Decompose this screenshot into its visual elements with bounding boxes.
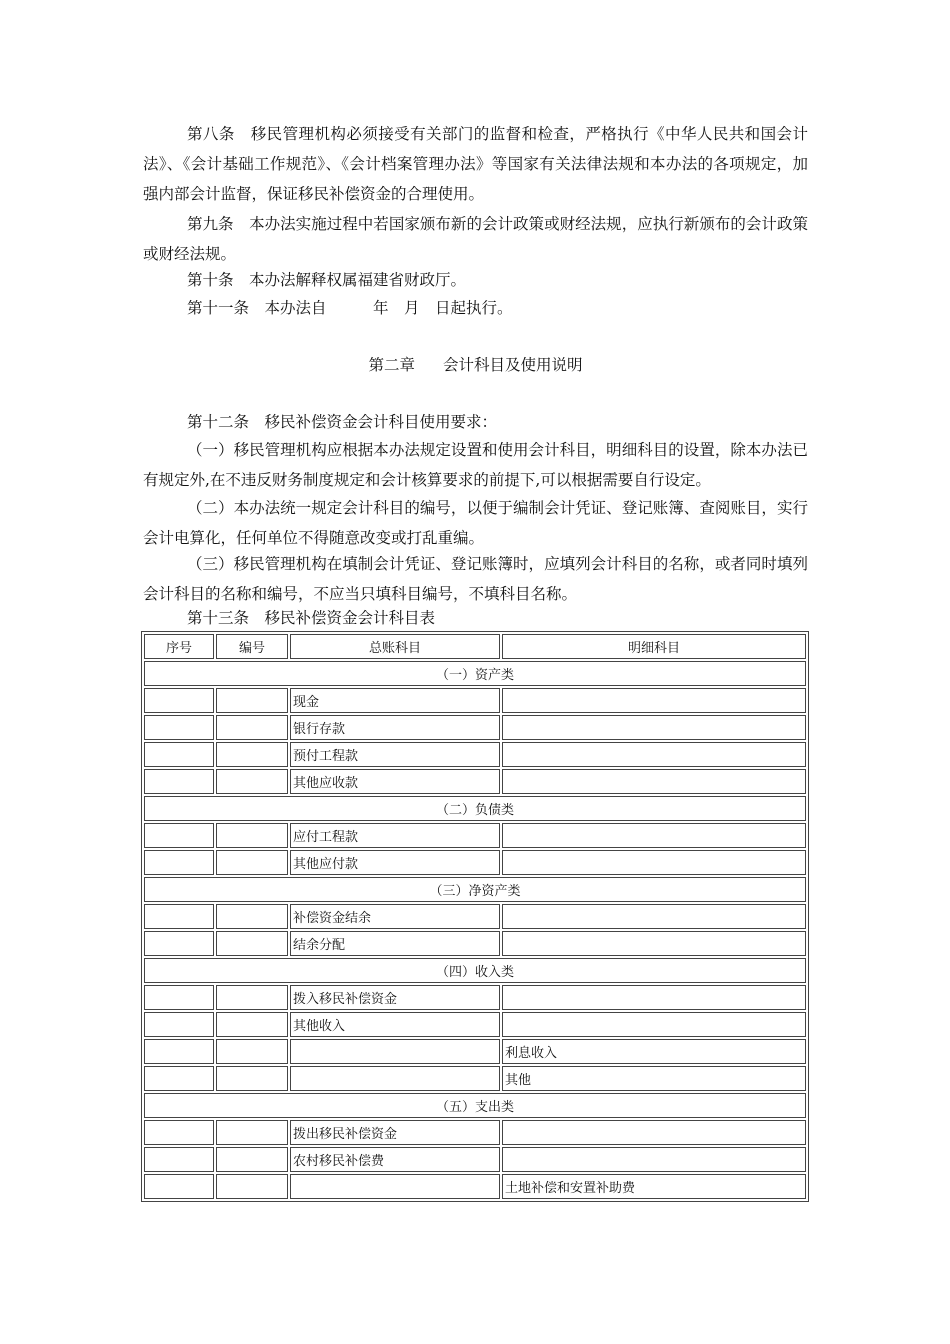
article-13-title: 第十三条 移民补偿资金会计科目表 [187,609,436,627]
ledger-cell: 拨出移民补偿资金 [290,1120,500,1145]
detail-cell: 土地补偿和安置补助费 [502,1174,806,1199]
table-row [144,1147,806,1172]
code-cell [216,1147,288,1172]
article-12-item-3: （三）移民管理机构在填制会计凭证、登记账簿时，应填列会计科目的名称，或者同时填列会计科目的名称和编号，不应当只填科目编号，不填科目名称。 [143,555,808,603]
category-row [144,661,806,686]
article-8: 第八条 移民管理机构必须接受有关部门的监督和检查，严格执行《中华人民共和国会计法》、《会计基础工作规范》、《会计档案管理办法》等国家有关法律法规和本办法的各项规定，加强内部会计监督，保证移民补偿资金的合理使用。 [143,125,808,203]
seq-cell [144,1039,214,1064]
category-label: （五）支出类 [144,1093,806,1118]
category-row [144,877,806,902]
table-row [144,1039,806,1064]
seq-cell [144,1066,214,1091]
code-cell [216,985,288,1010]
ledger-cell: 银行存款 [290,715,500,740]
table-row [144,904,806,929]
seq-cell [144,850,214,875]
table-row [144,823,806,848]
table-row [144,1174,806,1199]
seq-cell [144,1120,214,1145]
category-row [144,1093,806,1118]
header-ledger: 总账科目 [290,634,500,659]
category-label: （三）净资产类 [144,877,806,902]
chapter-number: 第二章 [368,356,415,374]
table-row [144,688,806,713]
detail-cell [502,931,806,956]
ledger-cell: 应付工程款 [290,823,500,848]
detail-cell [502,1147,806,1172]
ledger-cell: 预付工程款 [290,742,500,767]
ledger-cell [290,1174,500,1199]
table-row [144,1066,806,1091]
header-seq: 序号 [144,634,214,659]
seq-cell [144,1174,214,1199]
table-row [144,742,806,767]
seq-cell [144,823,214,848]
table-header-row [144,634,806,659]
category-label: （二）负债类 [144,796,806,821]
table-row [144,1012,806,1037]
seq-cell [144,688,214,713]
article-9: 第九条 本办法实施过程中若国家颁布新的会计政策或财经法规，应执行新颁布的会计政策或财经法规。 [143,215,808,263]
seq-cell [144,769,214,794]
code-cell [216,688,288,713]
seq-cell [144,1012,214,1037]
article-12-item-2: （二）本办法统一规定会计科目的编号，以便于编制会计凭证、登记账簿、查阅账目，实行会计电算化，任何单位不得随意改变或打乱重编。 [143,499,808,547]
article-11: 第十一条 本办法自 年 月 日起执行。 [187,299,513,317]
detail-cell: 其他 [502,1066,806,1091]
detail-cell [502,688,806,713]
ledger-cell: 拨入移民补偿资金 [290,985,500,1010]
article-10: 第十条 本办法解释权属福建省财政厅。 [187,271,467,289]
ledger-cell: 其他收入 [290,1012,500,1037]
detail-cell [502,1012,806,1037]
category-label: （四）收入类 [144,958,806,983]
category-row [144,958,806,983]
detail-cell [502,823,806,848]
header-code: 编号 [216,634,288,659]
table-row [144,769,806,794]
code-cell [216,904,288,929]
ledger-cell [290,1066,500,1091]
code-cell [216,1174,288,1199]
ledger-cell: 其他应收款 [290,769,500,794]
detail-cell [502,904,806,929]
seq-cell [144,742,214,767]
ledger-cell: 结余分配 [290,931,500,956]
code-cell [216,823,288,848]
table-row [144,931,806,956]
category-label: （一）资产类 [144,661,806,686]
code-cell [216,1120,288,1145]
detail-cell [502,1120,806,1145]
detail-cell [502,769,806,794]
chapter-title: 会计科目及使用说明 [443,356,583,374]
article-12-title: 第十二条 移民补偿资金会计科目使用要求： [187,413,498,431]
detail-cell [502,715,806,740]
detail-cell [502,850,806,875]
code-cell [216,850,288,875]
accounts-table [141,631,809,1202]
code-cell [216,931,288,956]
ledger-cell: 补偿资金结余 [290,904,500,929]
ledger-cell: 现金 [290,688,500,713]
detail-cell: 利息收入 [502,1039,806,1064]
detail-cell [502,985,806,1010]
code-cell [216,769,288,794]
ledger-cell [290,1039,500,1064]
article-12-item-1: （一）移民管理机构应根据本办法规定设置和使用会计科目，明细科目的设置，除本办法已有规定外,在不违反财务制度规定和会计核算要求的前提下,可以根据需要自行设定。 [143,441,808,489]
ledger-cell: 农村移民补偿费 [290,1147,500,1172]
seq-cell [144,931,214,956]
table-row [144,1120,806,1145]
seq-cell [144,715,214,740]
seq-cell [144,985,214,1010]
seq-cell [144,904,214,929]
code-cell [216,715,288,740]
table-row [144,985,806,1010]
header-detail: 明细科目 [502,634,806,659]
code-cell [216,1066,288,1091]
table-row [144,850,806,875]
chapter-heading [143,350,808,380]
code-cell [216,1039,288,1064]
category-row [144,796,806,821]
table-row [144,715,806,740]
code-cell [216,742,288,767]
seq-cell [144,1147,214,1172]
ledger-cell: 其他应付款 [290,850,500,875]
code-cell [216,1012,288,1037]
detail-cell [502,742,806,767]
